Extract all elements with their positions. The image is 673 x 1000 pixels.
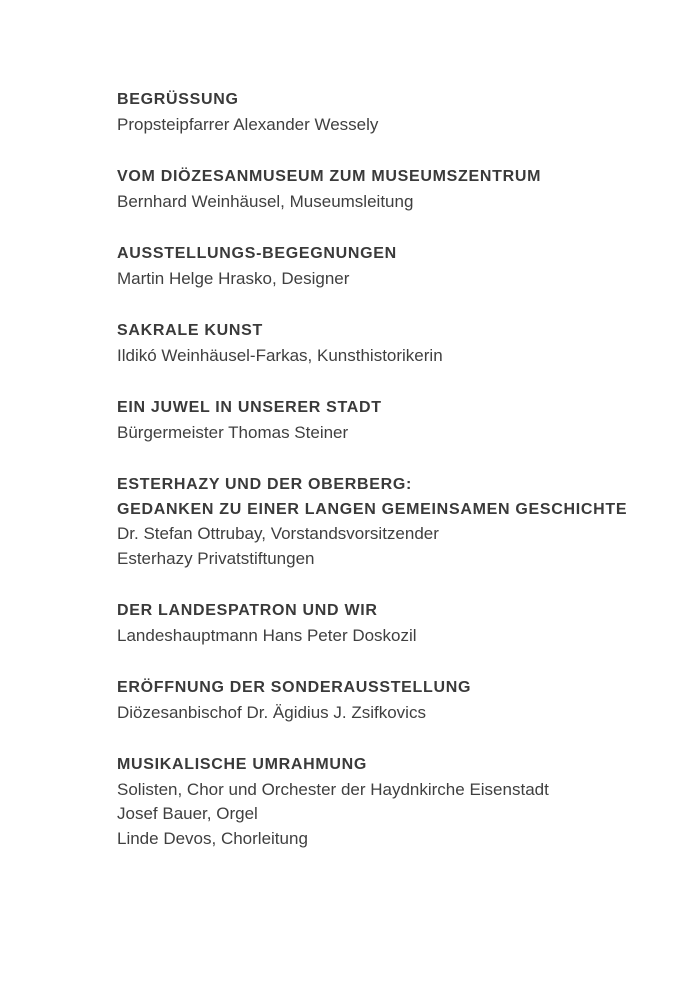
section-detail-line: Linde Devos, Chorleitung: [117, 828, 308, 848]
section-details: [117, 344, 657, 369]
section-title: [117, 599, 657, 624]
section-title-line: GEDANKEN ZU EINER LANGEN GEMEINSAMEN GESCHICHTE: [117, 500, 628, 518]
section-details: [117, 421, 657, 446]
section-detail-line: Propsteipfarrer Alexander Wessely: [117, 114, 379, 134]
program-section: [117, 319, 657, 368]
section-title: [117, 165, 657, 190]
section-detail-line: Dr. Stefan Ottrubay, Vorstandsvorsitzender: [117, 524, 439, 543]
section-title: [117, 242, 657, 267]
section-details: [117, 701, 657, 726]
section-title-line: VOM DIÖZESANMUSEUM ZUM MUSEUMSZENTRUM: [117, 168, 542, 185]
section-details: [117, 778, 657, 852]
program-section: [117, 165, 657, 214]
section-detail-line: Ildikó Weinhäusel-Farkas, Kunsthistorikerin: [117, 345, 443, 365]
program-section: [117, 88, 657, 137]
section-details: [117, 190, 657, 215]
section-details: [117, 113, 657, 138]
section-detail-line: Esterhazy Privatstiftungen: [117, 548, 315, 568]
section-title-line: SAKRALE KUNST: [117, 322, 263, 339]
section-detail-line: Diözesanbischof Dr. Ägidius J. Zsifkovics: [117, 702, 426, 722]
section-detail-line: Martin Helge Hrasko, Designer: [117, 268, 350, 288]
section-detail-line: Bürgermeister Thomas Steiner: [117, 422, 349, 442]
program-section: [117, 473, 657, 571]
section-detail-line: Solisten, Chor und Orchester der Haydnkirche Eisenstadt: [117, 779, 549, 799]
section-title: [117, 319, 657, 344]
section-title-line: MUSIKALISCHE UMRAHMUNG: [117, 756, 368, 773]
section-details: [117, 522, 657, 571]
section-title-line: ESTERHAZY UND DER OBERBERG:: [117, 476, 413, 493]
program-list: [117, 88, 657, 879]
program-section: [117, 753, 657, 851]
section-title: [117, 396, 657, 421]
section-details: [117, 267, 657, 292]
section-title-line: AUSSTELLUNGS-BEGEGNUNGEN: [117, 245, 397, 262]
program-section: [117, 396, 657, 445]
section-title-line: ERÖFFNUNG DER SONDERAUSSTELLUNG: [117, 679, 472, 696]
section-title: [117, 473, 657, 522]
section-title-line: EIN JUWEL IN UNSERER STADT: [117, 399, 382, 416]
section-title-line: BEGRÜSSUNG: [117, 91, 239, 108]
section-detail-line: Landeshauptmann Hans Peter Doskozil: [117, 625, 417, 645]
section-title: [117, 753, 657, 778]
program-section: [117, 676, 657, 725]
section-title: [117, 88, 657, 113]
program-section: [117, 599, 657, 648]
section-detail-line: Bernhard Weinhäusel, Museumsleitung: [117, 191, 414, 211]
section-title-line: DER LANDESPATRON UND WIR: [117, 602, 378, 619]
section-title: [117, 676, 657, 701]
section-details: [117, 624, 657, 649]
section-detail-line: Josef Bauer, Orgel: [117, 804, 258, 823]
program-section: [117, 242, 657, 291]
